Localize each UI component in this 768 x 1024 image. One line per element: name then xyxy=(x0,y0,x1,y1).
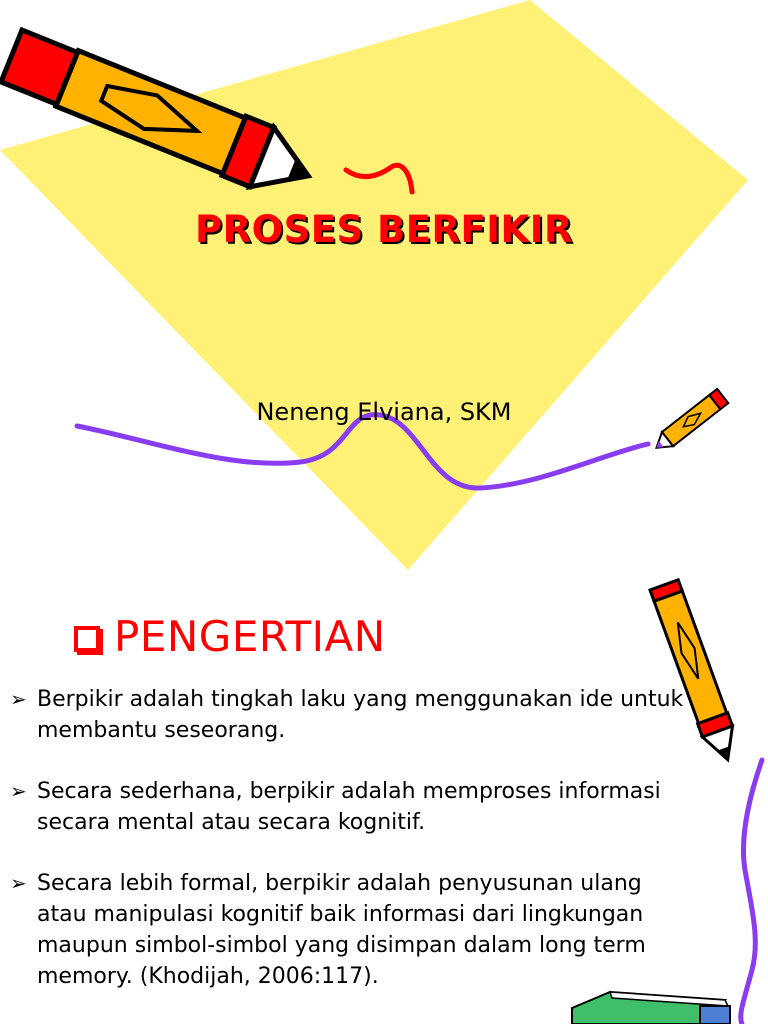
list-item xyxy=(10,684,750,746)
section-heading-text: PENGERTIAN xyxy=(114,612,386,661)
bullet-line: membantu seseorang. xyxy=(37,718,286,743)
list-item xyxy=(10,868,750,992)
arrow-bullet-icon: ➢ xyxy=(10,779,27,803)
author-name: Neneng Elviana, SKM xyxy=(256,398,512,426)
bullet-line: secara mental atau secara kognitif. xyxy=(37,810,426,835)
bullet-line: memory. (Khodijah, 2006:117). xyxy=(37,964,379,989)
bullet-line: Secara lebih formal, berpikir adalah penyusunan ulang xyxy=(37,871,642,896)
bullet-line: Berpikir adalah tingkah laku yang menggunakan ide untuk xyxy=(37,687,684,712)
arrow-bullet-icon: ➢ xyxy=(10,687,27,711)
bullet-list xyxy=(10,684,750,1022)
content-slide xyxy=(0,570,768,1024)
list-item xyxy=(10,776,750,838)
slide-title: PROSES BERFIKIR xyxy=(195,208,573,251)
section-heading xyxy=(74,612,386,661)
bullet-line: Secara sederhana, berpikir adalah memproses informasi xyxy=(37,779,661,804)
bullet-line: atau manipulasi kognitif baik informasi dari lingkungan xyxy=(37,902,644,927)
checkbox-bullet-icon xyxy=(74,626,100,652)
arrow-bullet-icon: ➢ xyxy=(10,871,27,895)
bullet-line: maupun simbol-simbol yang disimpan dalam long term xyxy=(37,933,646,958)
